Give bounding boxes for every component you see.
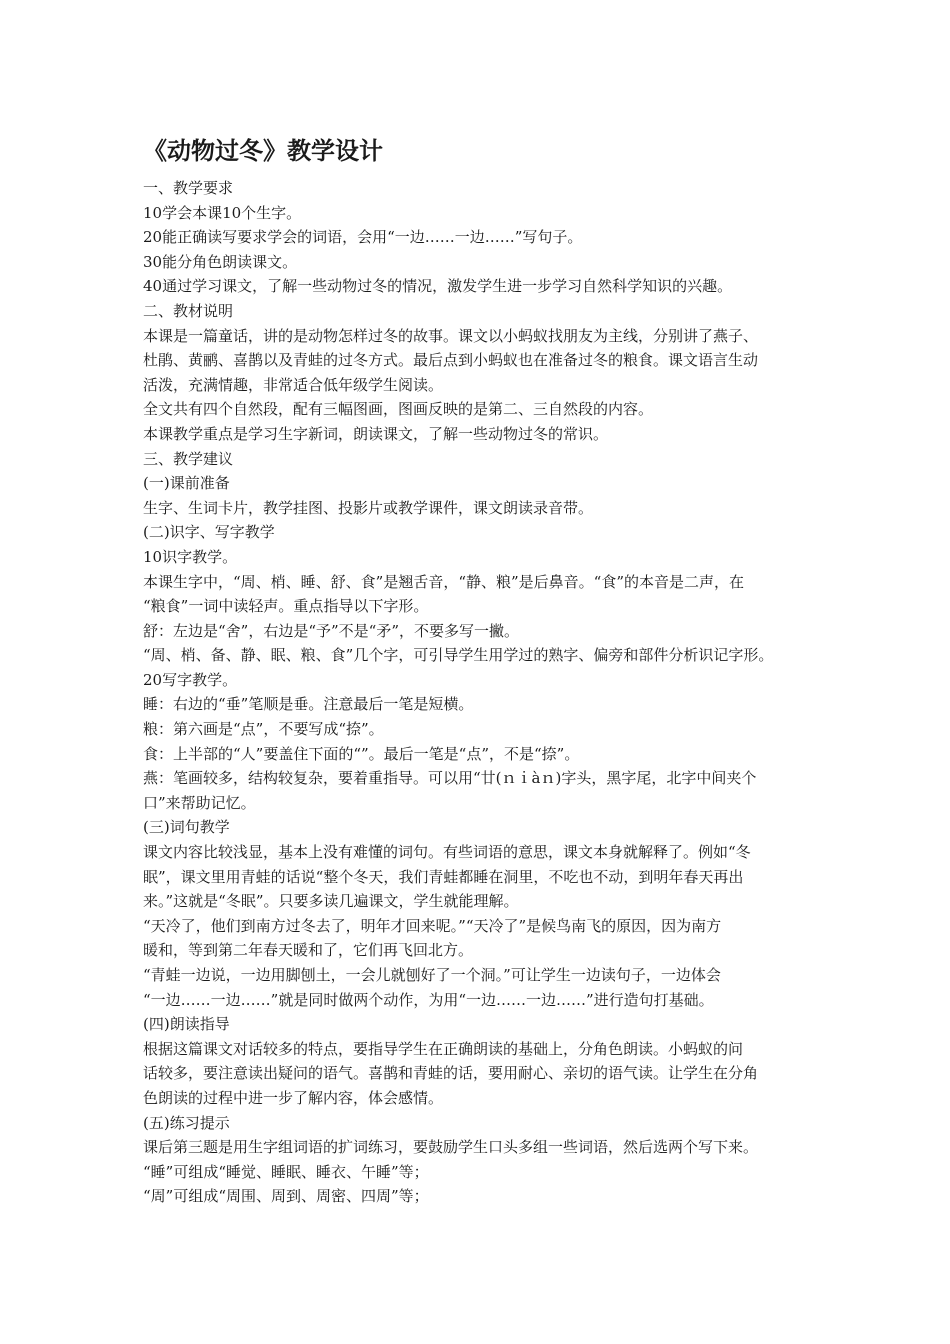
text-line: 本课生字中，“周、梢、睡、舒、食”是翘舌音，“静、粮”是后鼻音。“食”的本音是二声，在 <box>143 572 745 591</box>
document-body <box>143 176 823 1209</box>
document-title: 《动物过冬》教学设计 <box>143 136 383 165</box>
text-line: 杜鹃、黄鹂、喜鹊以及青蛙的过冬方式。最后点到小蚂蚁也在准备过冬的粮食。课文语言生动 <box>143 351 759 370</box>
text-line: 话较多，要注意读出疑问的语气。喜鹊和青蛙的话，要用耐心、亲切的语气读。让学生在分角 <box>143 1064 759 1083</box>
text-line: 口”来帮助记忆。 <box>143 793 256 812</box>
text-line: 色朗读的过程中进一步了解内容，体会感情。 <box>143 1088 444 1107</box>
text-line: (四)朗读指导 <box>143 1015 230 1034</box>
text-line: “周、梢、备、静、眠、粮、食”几个字，可引导学生用学过的熟字、偏旁和部件分析识记字形。 <box>143 646 774 665</box>
text-line: “周”可组成“周围、周到、周密、四周”等； <box>143 1187 429 1206</box>
text-line: 眠”，课文里用青蛙的话说“整个冬天，我们青蛙都睡在洞里，不吃也不动，到明年春天再出 <box>143 867 744 886</box>
text-line: “一边……一边……”就是同时做两个动作，为用“一边……一边……”进行造句打基础。 <box>143 990 714 1009</box>
text-line: 10学会本课10个生字。 <box>143 203 302 222</box>
text-line: 10识字教学。 <box>143 547 238 566</box>
text-line: 生字、生词卡片，教学挂图、投影片或教学课件，课文朗读录音带。 <box>143 498 594 517</box>
text-line: 食：上半部的“人”要盖住下面的“”。最后一笔是“点”，不是“捺”。 <box>143 744 580 763</box>
text-line: 来。”这就是“冬眠”。只要多读几遍课文，学生就能理解。 <box>143 892 519 911</box>
text-line: (二)识字、写字教学 <box>143 523 275 542</box>
text-line: 三、教学建议 <box>143 449 234 468</box>
text-line: 一、教学要求 <box>143 179 234 197</box>
text-line: 本课是一篇童话，讲的是动物怎样过冬的故事。课文以小蚂蚁找朋友为主线，分别讲了燕子、 <box>143 326 759 345</box>
text-line: 课文内容比较浅显，基本上没有难懂的词句。有些词语的意思，课文本身就解释了。例如“冬 <box>143 843 751 862</box>
text-line: 30能分角色朗读课文。 <box>143 252 298 271</box>
text-line: 全文共有四个自然段，配有三幅图画，图画反映的是第二、三自然段的内容。 <box>143 400 654 419</box>
text-line: 粮：第六画是“点”，不要写成“捺”。 <box>143 720 384 739</box>
text-line: (三)词句教学 <box>143 818 230 837</box>
text-line: 课后第三题是用生字组词语的扩词练习，要鼓励学生口头多组一些词语，然后选两个写下来。 <box>143 1138 759 1157</box>
text-line: 燕：笔画较多，结构较复杂，要着重指导。可以用“廿(ｎｉàｎ)字头，黑字尾，北字中间夹个 <box>143 769 757 788</box>
text-line: 根据这篇课文对话较多的特点，要指导学生在正确朗读的基础上，分角色朗读。小蚂蚁的问 <box>143 1039 744 1058</box>
document-page <box>143 134 823 1209</box>
text-line: 活泼，充满情趣，非常适合低年级学生阅读。 <box>143 375 444 394</box>
text-line: 二、教材说明 <box>143 301 234 320</box>
text-line: 20写字教学。 <box>143 670 238 689</box>
text-line: “睡”可组成“睡觉、睡眠、睡衣、午睡”等； <box>143 1162 429 1181</box>
text-line: (五)练习提示 <box>143 1113 230 1132</box>
text-line: “青蛙一边说，一边用脚刨土，一会儿就刨好了一个洞。”可让学生一边读句子，一边体会 <box>143 966 721 984</box>
text-line: “粮食”一词中读轻声。重点指导以下字形。 <box>143 597 429 616</box>
text-line: 暖和，等到第二年春天暖和了，它们再飞回北方。 <box>143 941 474 960</box>
text-line: 20能正确读写要求学会的词语，会用“一边……一边……”写句子。 <box>143 228 583 247</box>
text-line: 本课教学重点是学习生字新词，朗读课文，了解一些动物过冬的常识。 <box>143 424 609 443</box>
text-line: 舒：左边是“舍”，右边是“予”不是“矛”，不要多写一撇。 <box>143 621 520 640</box>
text-line: “天冷了，他们到南方过冬去了，明年才回来呢。”“天冷了”是候鸟南飞的原因，因为南方 <box>143 916 722 935</box>
text-line: 40通过学习课文，了解一些动物过冬的情况，激发学生进一步学习自然科学知识的兴趣。 <box>143 277 733 296</box>
text-line: (一)课前准备 <box>143 474 230 493</box>
text-line: 睡：右边的“垂”笔顺是垂。注意最后一笔是短横。 <box>143 695 474 714</box>
